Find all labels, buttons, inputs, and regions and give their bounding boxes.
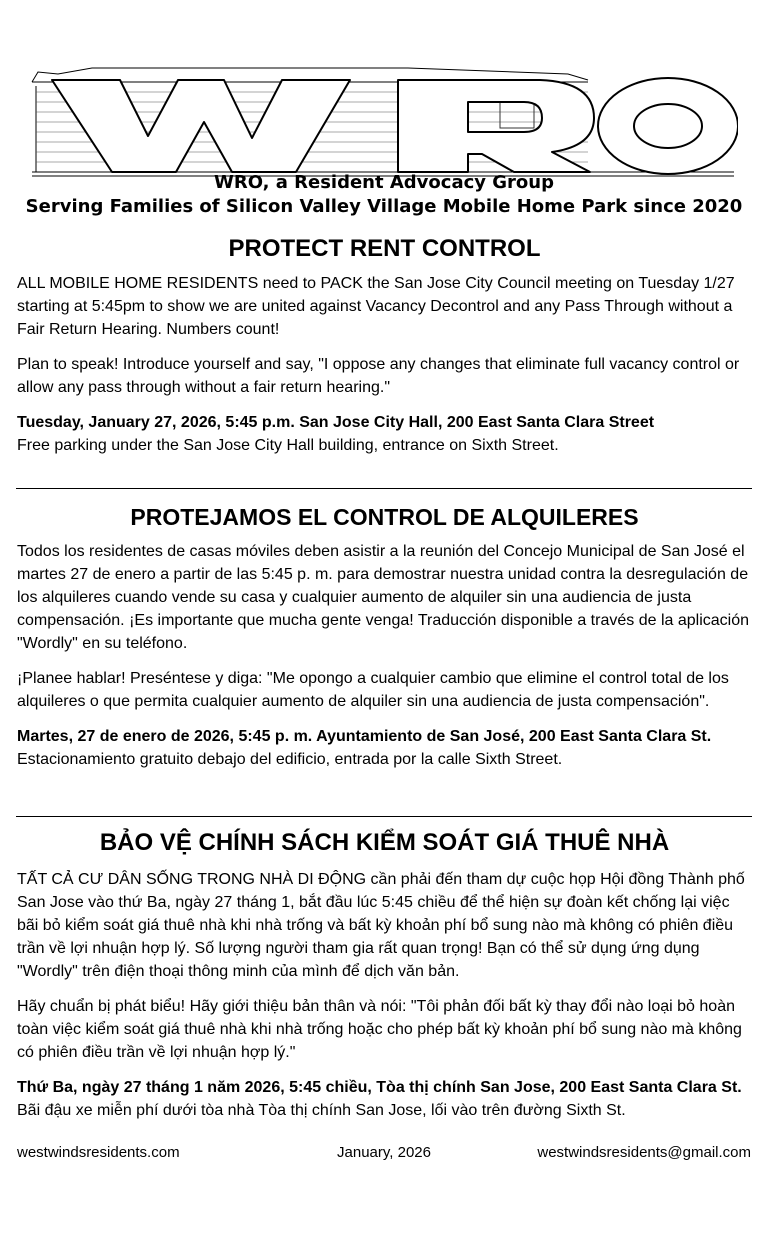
vietnamese-paragraph-2: Hãy chuẩn bị phát biểu! Hãy giới thiệu bản thân và nói: "Tôi phản đối bất kỳ thay đổi nào loại bỏ hoàn toàn việc kiểm soát giá thuê nhà khi nhà trống hoặc cho phép bất kỳ khoản phí bổ sung nào mà không có phiên điều trần về lợi nhuận hợp lý.": [17, 998, 742, 1061]
spanish-paragraph-2: ¡Planee hablar! Preséntese y diga: "Me opongo a cualquier cambio que elimine el control total de los alquileres o que permita cualquier aumento de alquiler sin una audiencia de justa compensación".: [17, 670, 729, 710]
vietnamese-event-details: Thứ Ba, ngày 27 tháng 1 năm 2026, 5:45 chiều, Tòa thị chính San Jose, 200 East Santa Clara St.: [17, 1079, 742, 1096]
spanish-title: PROTEJAMOS EL CONTROL DE ALQUILERES: [130, 504, 639, 530]
footer-website: westwindsresidents.com: [17, 1144, 180, 1161]
section-divider: [16, 488, 752, 489]
english-title: PROTECT RENT CONTROL: [228, 235, 541, 262]
footer-email: westwindsresidents@gmail.com: [537, 1144, 751, 1161]
vietnamese-parking-info: Bãi đậu xe miễn phí dưới tòa nhà Tòa thị chính San Jose, lối vào trên đường Sixth St.: [17, 1102, 626, 1119]
logo-letters: [52, 78, 738, 174]
footer-date: January, 2026: [337, 1144, 431, 1161]
spanish-parking-info: Estacionamiento gratuito debajo del edificio, entrada por la calle Sixth Street.: [17, 751, 563, 768]
english-event-details: Tuesday, January 27, 2026, 5:45 p.m. San Jose City Hall, 200 East Santa Clara Street: [17, 414, 655, 431]
vietnamese-title: BẢO VỆ CHÍNH SÁCH KIỂM SOÁT GIÁ THUÊ NHÀ: [99, 829, 670, 856]
section-divider: [16, 816, 752, 817]
english-section: [17, 234, 752, 457]
english-parking-info: Free parking under the San Jose City Hall building, entrance on Sixth Street.: [17, 437, 559, 454]
wro-logo: [28, 60, 738, 178]
org-name: WRO, a Resident Advocacy Group: [214, 172, 554, 193]
spanish-paragraph-1: Todos los residentes de casas móviles deben asistir a la reunión del Concejo Municipal de San José el martes 27 de enero a partir de las 5:45 p. m. para demostrar nuestra unidad contra la desregulación de los alquileres cuando vende su casa y cualquier aumento de alquiler sin una audiencia de justa compensación. ¡Es importante que mucha gente venga! Traducción disponible a través de la aplicación "Wordly" en su teléfono.: [17, 543, 749, 652]
org-tagline: Serving Families of Silicon Valley Village Mobile Home Park since 2020: [25, 196, 743, 217]
english-paragraph-2: Plan to speak! Introduce yourself and say, "I oppose any changes that eliminate full vacancy control or allow any pass through without a fair return hearing.": [17, 356, 740, 396]
spanish-event-details: Martes, 27 de enero de 2026, 5:45 p. m. Ayuntamiento de San José, 200 East Santa Clara St.: [17, 728, 712, 745]
spanish-section: [17, 502, 752, 771]
english-paragraph-1: ALL MOBILE HOME RESIDENTS need to PACK the San Jose City Council meeting on Tuesday 1/27 starting at 5:45pm to show we are united against Vacancy Decontrol and any Pass Through without a Fair Return Hearing. Numbers count!: [17, 275, 735, 338]
vietnamese-paragraph-1: TẤT CẢ CƯ DÂN SỐNG TRONG NHÀ DI ĐỘNG cần phải đến tham dự cuộc họp Hội đồng Thành phố San Jose vào thứ Ba, ngày 27 tháng 1, bắt đầu lúc 5:45 chiều để thể hiện sự đoàn kết chống lại việc bãi bỏ kiểm soát giá thuê nhà khi nhà trống và bất kỳ khoản phí bổ sung nào mà không có phiên điều trần về lợi nhuận hợp lý. Số lượng người tham gia rất quan trọng! Bạn có thể sử dụng ứng dụng "Wordly" trên điện thoại thông minh của mình để dịch văn bản.: [17, 871, 745, 980]
vietnamese-section: [17, 826, 752, 1122]
